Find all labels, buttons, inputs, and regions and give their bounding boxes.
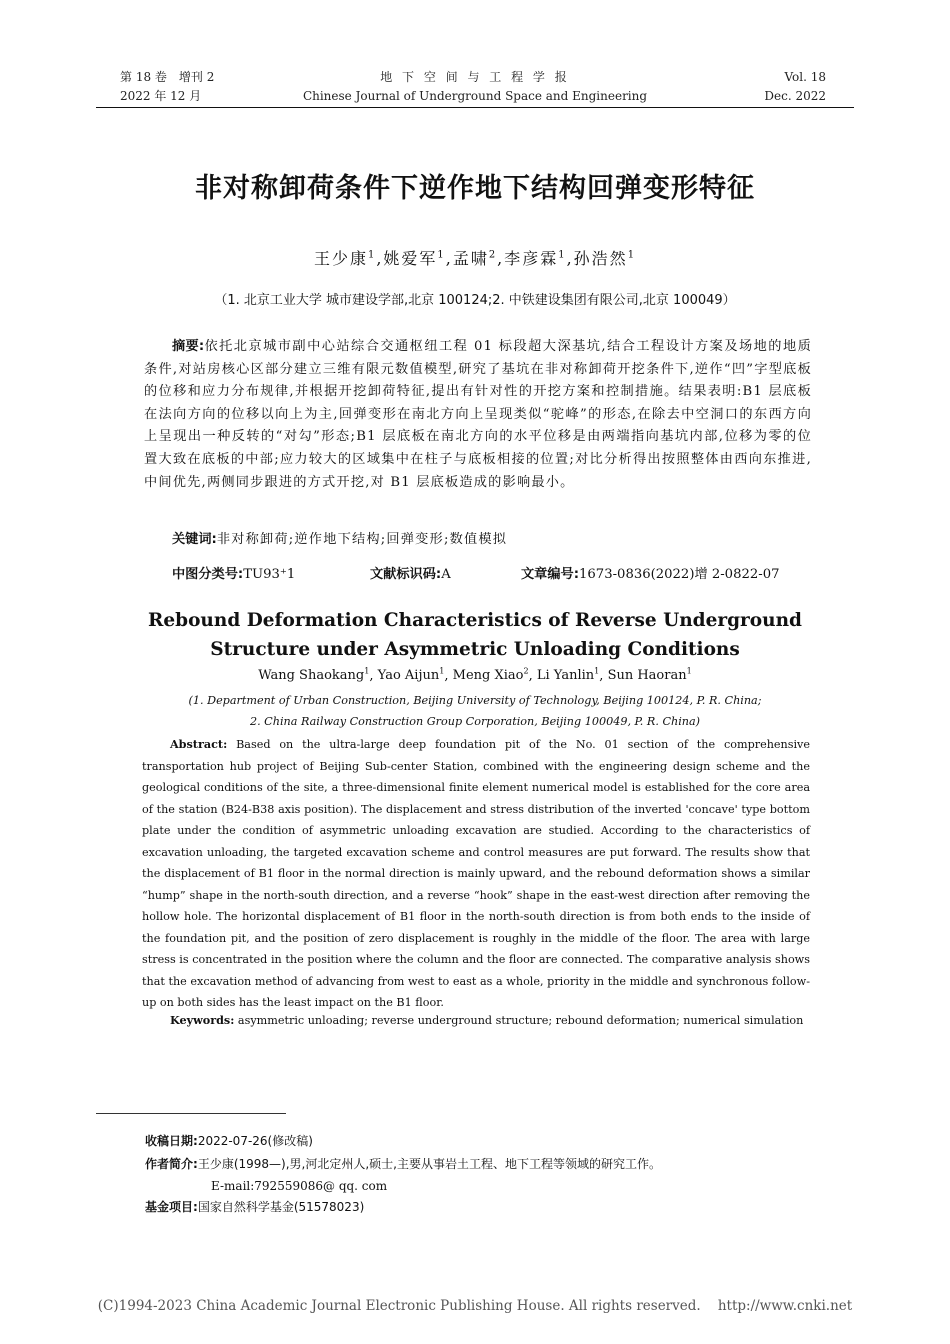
author-en: Meng Xiao$^2$: [452, 667, 529, 684]
abstract-label-cn: 摘要:: [172, 339, 205, 354]
keywords-text-en: asymmetric unloading; reverse underground structure; rebound deformation; numerical simulation: [237, 1014, 804, 1027]
running-header-volume: [120, 68, 214, 106]
header-rule: [96, 107, 854, 108]
clc-number: 中图分类号:TU93⁺1: [172, 567, 296, 582]
keywords-cn: [172, 528, 507, 547]
author-en: Wang Shaokang$^1$: [258, 667, 370, 684]
volume-issue: 第 18 卷 增刊 2: [120, 70, 215, 84]
paper-title-en: Rebound Deformation Characteristics of Reverse Underground Structure under Asymmetric Unloading Conditions: [148, 610, 802, 660]
keywords-text-cn: 非对称卸荷;逆作地下结构;回弹变形;数值模拟: [216, 532, 508, 547]
running-header-vol-en: [764, 68, 826, 106]
author-en: Yao Aijun$^1$: [377, 667, 445, 684]
abstract-label-en: Abstract:: [170, 737, 228, 751]
keywords-label-cn: 关键词:: [172, 532, 217, 547]
affiliations-en: (1. Department of Urban Construction, Beijing University of Technology, Beijing 100124, P. R. China; 2. China Railway Construction Group Corporation, Beijing 100049, P. R. China): [188, 694, 762, 728]
author-en: Sun Haoran$^1$: [607, 667, 692, 684]
author-en: Li Yanlin$^1$: [536, 667, 600, 684]
author-cn: 孟啸$^2$: [452, 249, 498, 268]
abstract-text-en: Based on the ultra-large deep foundation pit of the No. 01 section of the comprehensive transportation hub project of Beijing Sub-center Station, combined with the engineering design scheme and the geological conditions of the site, a three-dimensional finite element numerical model is established for the core area of the station (B24-B38 axis position). The displacement and stress distribution of the inverted 'concave' type bottom plate under the condition of asymmetric unloading excavation are studied. According to the characteristics of excavation unloading, the targeted excavation scheme and control measures are put forward. The results show that the displacement of B1 floor in the normal direction is mainly upward, and the rebound deformation shows a similar “hump” shape in the north-south direction, and a reverse “hook” shape in the east-west direction after removing the hollow hole. The horizontal displacement of B1 floor in the north-south direction is from both ends to the inside of the foundation pit, and the position of zero displacement is roughly in the middle of the floor. The area with large stress is concentrated in the position where the column and the floor are connected. The comparative analysis shows that the excavation method of advancing from west to east as a whole, priority in the middle and synchronous follow-up on both sides has the least impact on the B1 floor.: [142, 738, 810, 1009]
author-list-cn: 王少康$^1$,姚爱军$^1$,孟啸$^2$,李彦霖$^1$,孙浩然$^1$: [313, 249, 636, 268]
author-bio: 作者简介:王少康(1998—),男,河北定州人,硕士,主要从事岩土工程、地下工程等领域的研究工作。: [145, 1157, 661, 1171]
keywords-en: [170, 1013, 803, 1027]
author-cn: 李彦霖$^1$: [504, 249, 567, 268]
author-cn: 孙浩然$^1$: [573, 249, 636, 268]
journal-name-en: Chinese Journal of Underground Space and Engineering: [302, 89, 648, 103]
article-number: 文章编号:1673-0836(2022)增 2-0822-07: [521, 567, 780, 582]
issue-date: 2022 年 12 月: [120, 89, 202, 103]
date-en: Dec. 2022: [764, 89, 826, 103]
abstract-cn: [144, 336, 812, 494]
author-list-en: Wang Shaokang$^1$, Yao Aijun$^1$, Meng Xiao$^2$, Li Yanlin$^1$, Sun Haoran$^1$: [258, 667, 692, 684]
running-header-journal: [300, 68, 650, 106]
copyright-notice: (C)1994-2023 China Academic Journal Electronic Publishing House. All rights reserved. http://www.cnki.net: [97, 1298, 853, 1314]
keywords-label-en: Keywords:: [170, 1013, 235, 1027]
paper-title-cn: 非对称卸荷条件下逆作地下结构回弹变形特征: [195, 173, 755, 204]
author-cn: 姚爱军$^1$: [383, 249, 446, 268]
abstract-en: [142, 734, 810, 1014]
footnote-rule: [96, 1113, 286, 1114]
abstract-text-cn: 依托北京城市副中心站综合交通枢纽工程 01 标段超大深基坑,结合工程设计方案及场地的地质条件,对站房核心区部分建立三维有限元数值模型,研究了基坑在非对称卸荷开挖条件下,逆作“凹”字型底板的位移和应力分布规律,并根据开挖卸荷特征,提出有针对性的开挖方案和控制措施。结果表明:B1 层底板在法向方向的位移以向上为主,回弹变形在南北方向上呈现类似“驼峰”的形态,在除去中空洞口的东西方向上呈现出一种反转的“对勾”形态;B1 层底板在南北方向的水平位移是由两端指向基坑内部,位移为零的位置大致在底板的中部;应力较大的区域集中在柱子与底板相接的位置;对比分析得出按照整体由西向东推进,中间优先,两侧同步跟进的方式开挖,对 B1 层底板造成的影响最小。: [144, 339, 813, 490]
fund-project: 基金项目:国家自然科学基金(51578023): [145, 1200, 365, 1214]
journal-name-cn: 地 下 空 间 与 工 程 学 报: [380, 70, 570, 84]
document-code: 文献标识码:A: [370, 567, 451, 582]
author-email: E-mail:792559086@ qq. com: [211, 1179, 388, 1193]
author-cn: 王少康$^1$: [313, 249, 377, 268]
affiliations-cn: （1. 北京工业大学 城市建设学部,北京 100124;2. 中铁建设集团有限公司,北京 100049）: [214, 293, 736, 308]
received-date: 收稿日期:2022-07-26(修改稿): [145, 1134, 313, 1148]
volume-en: Vol. 18: [784, 70, 826, 84]
